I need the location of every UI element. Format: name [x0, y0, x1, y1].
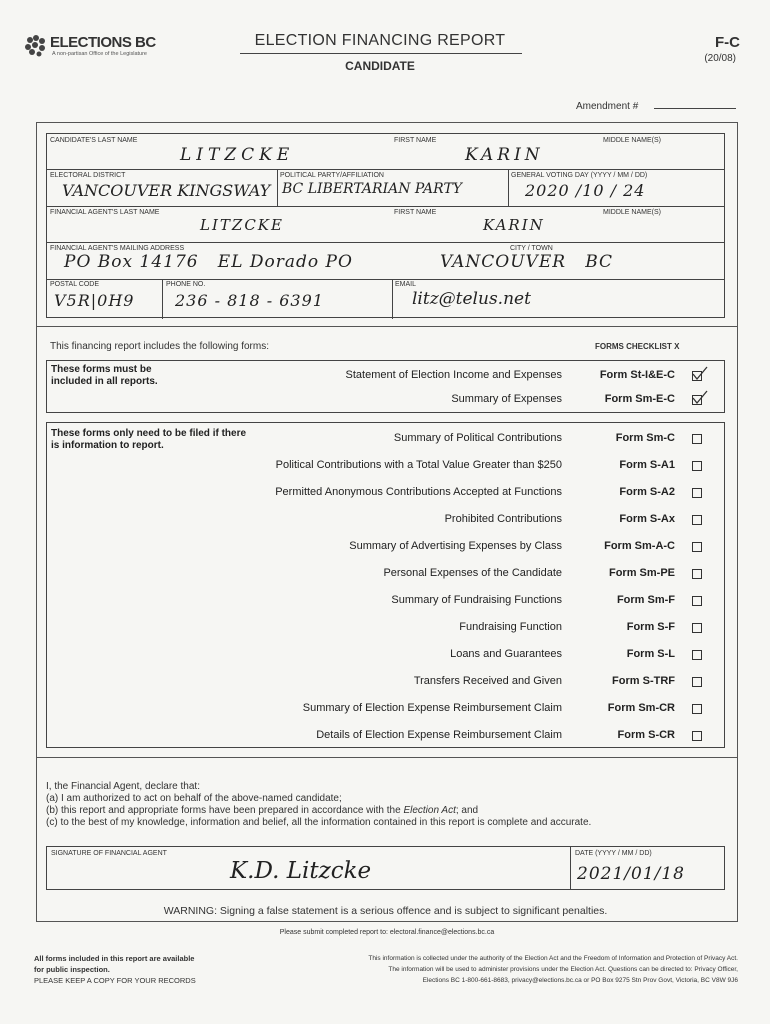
form-checkbox[interactable]	[692, 434, 702, 444]
footer-right	[230, 953, 738, 986]
form-description: Details of Election Expense Reimbursement Claim	[316, 729, 562, 741]
declaration-text	[46, 781, 591, 829]
footer-left-3: PLEASE KEEP A COPY FOR YOUR RECORDS	[34, 976, 196, 985]
email-field[interactable]: litz@telus.net	[412, 289, 531, 309]
footer-right-2: The information will be used to administer provisions under the Election Act. Questions can be directed to: Privacy Officer,	[388, 966, 738, 973]
agent-last-name-field[interactable]: LITZCKE	[200, 216, 284, 234]
electoral-district-label: ELECTORAL DISTRICT	[50, 172, 126, 179]
footer-right-1: This information is collected under the authority of the Election Act and the Freedom of Information and Protection of Privacy Act.	[368, 955, 738, 962]
party-label: POLITICAL PARTY/AFFILIATION	[280, 172, 384, 179]
phone-field[interactable]: 236 - 818 - 6391	[175, 291, 324, 310]
info-grid	[46, 133, 725, 318]
form-checkbox[interactable]	[692, 395, 702, 405]
footer-left-1: All forms included in this report are available	[34, 954, 195, 963]
form-checkbox[interactable]	[692, 704, 702, 714]
form-code: F-C	[715, 34, 740, 51]
form-code: Form S-A2	[619, 486, 675, 498]
agent-first-name-label: FIRST NAME	[394, 209, 437, 216]
form-code: Form Sm-A-C	[604, 540, 675, 552]
form-description: Fundraising Function	[459, 621, 562, 633]
form-description: Summary of Advertising Expenses by Class	[349, 540, 562, 552]
page-subtitle: CANDIDATE	[345, 59, 415, 73]
form-checkbox[interactable]	[692, 596, 702, 606]
form-code: Form Sm-C	[615, 432, 675, 444]
candidate-middle-name-label: MIDDLE NAME(S)	[603, 137, 661, 144]
form-code: Form S-TRF	[612, 675, 675, 687]
footer-left-2: for public inspection.	[34, 965, 110, 974]
city-label: CITY / TOWN	[510, 245, 553, 252]
form-code: Form S-Ax	[619, 513, 675, 525]
declaration-line-3: (c) to the best of my knowledge, information and belief, all the information contained in this report is complete and accurate.	[46, 817, 592, 828]
postal-code-label: POSTAL CODE	[50, 281, 100, 288]
forms-checklist-label: FORMS CHECKLIST X	[595, 342, 680, 351]
form-checkbox[interactable]	[692, 371, 702, 381]
logo	[22, 34, 197, 64]
agent-first-name-field[interactable]: KARIN	[483, 216, 545, 234]
form-checkbox[interactable]	[692, 488, 702, 498]
form-description: Loans and Guarantees	[450, 648, 562, 660]
postal-code-field[interactable]: V5R|0H9	[54, 291, 135, 310]
agent-address-field[interactable]: PO Box 14176 EL Dorado PO	[64, 252, 353, 272]
signature-field[interactable]: K.D. Litzcke	[230, 858, 372, 884]
form-description: Prohibited Contributions	[444, 513, 562, 525]
forms-intro: This financing report includes the following forms:	[50, 341, 269, 352]
email-label: EMAIL	[395, 281, 417, 288]
form-description: Statement of Election Income and Expenses	[345, 369, 562, 381]
phone-label: PHONE NO.	[166, 281, 206, 288]
form-code: Form S-CR	[617, 729, 675, 741]
form-checkbox[interactable]	[692, 650, 702, 660]
form-description: Personal Expenses of the Candidate	[383, 567, 562, 579]
elections-bc-logo-icon	[22, 34, 50, 58]
candidate-last-name-field[interactable]: LITZCKE	[180, 145, 295, 165]
checkmark-icon	[692, 391, 708, 405]
footer-left	[34, 953, 196, 986]
optional-forms-label: These forms only need to be filed if there is information to report.	[51, 428, 247, 451]
required-forms-label: These forms must be included in all reports.	[51, 364, 158, 387]
form-checkbox[interactable]	[692, 731, 702, 741]
form-code: Form St-I&E-C	[599, 369, 675, 381]
checkmark-icon	[692, 367, 708, 381]
logo-tagline: A non-partisan Office of the Legislature	[52, 51, 147, 57]
warning-text: WARNING: Signing a false statement is a serious offence and is subject to significant penalties.	[163, 905, 608, 917]
candidate-first-name-field[interactable]: KARIN	[465, 145, 544, 165]
form-code: Form Sm-PE	[608, 567, 675, 579]
form-description: Summary of Election Expense Reimbursement Claim	[302, 702, 562, 714]
form-checkbox[interactable]	[692, 623, 702, 633]
date-field[interactable]: 2021/01/18	[577, 864, 685, 884]
declaration-line-2: (b) this report and appropriate forms have been prepared in accordance with the Election Act; and	[46, 805, 479, 816]
form-version: (20/08)	[704, 53, 736, 64]
form-checkbox[interactable]	[692, 569, 702, 579]
form-code: Form S-L	[626, 648, 675, 660]
form-code: Form Sm-F	[616, 594, 675, 606]
declaration-line-0: I, the Financial Agent, declare that:	[46, 781, 200, 792]
form-code: Form S-F	[626, 621, 675, 633]
footer-right-3: Elections BC 1-800-661-8683, privacy@elections.bc.ca or PO Box 9275 Stn Prov Govt, Victoria, BC V8W 9J6	[422, 977, 738, 984]
form-checkbox[interactable]	[692, 515, 702, 525]
form-description: Permitted Anonymous Contributions Accepted at Functions	[275, 486, 562, 498]
title-rule	[240, 53, 522, 54]
candidate-first-name-label: FIRST NAME	[394, 137, 437, 144]
form-checkbox[interactable]	[692, 677, 702, 687]
section-divider	[36, 326, 738, 327]
form-description: Summary of Expenses	[451, 393, 562, 405]
form-description: Transfers Received and Given	[413, 675, 562, 687]
agent-last-name-label: FINANCIAL AGENT'S LAST NAME	[50, 209, 160, 216]
section-divider-2	[36, 757, 738, 758]
candidate-last-name-label: CANDIDATE'S LAST NAME	[50, 137, 138, 144]
form-code: Form Sm-E-C	[604, 393, 675, 405]
form-code: Form Sm-CR	[607, 702, 675, 714]
amendment-field[interactable]	[576, 96, 736, 110]
form-description: Political Contributions with a Total Value Greater than $250	[275, 459, 562, 471]
amendment-label: Amendment #	[576, 101, 639, 112]
form-checkbox[interactable]	[692, 461, 702, 471]
submit-text: Please submit completed report to: electoral.finance@elections.bc.ca	[279, 929, 495, 936]
electoral-district-field[interactable]: VANCOUVER KINGSWAY	[62, 181, 271, 200]
form-description: Summary of Fundraising Functions	[391, 594, 562, 606]
agent-address-label: FINANCIAL AGENT'S MAILING ADDRESS	[50, 245, 185, 252]
city-field[interactable]: VANCOUVER BC	[440, 252, 614, 272]
logo-text: ELECTIONS BC	[50, 34, 156, 51]
voting-day-label: GENERAL VOTING DAY (YYYY / MM / DD)	[511, 172, 648, 179]
form-code: Form S-A1	[619, 459, 675, 471]
page-title: ELECTION FINANCING REPORT	[254, 32, 506, 49]
declaration-line-1: (a) I am authorized to act on behalf of the above-named candidate;	[46, 793, 342, 804]
amendment-underline	[654, 108, 736, 109]
voting-day-field[interactable]: 2020 /10 / 24	[525, 181, 646, 200]
form-description: Summary of Political Contributions	[393, 432, 562, 444]
signature-date-divider	[570, 846, 571, 890]
form-checkbox[interactable]	[692, 542, 702, 552]
signature-label: SIGNATURE OF FINANCIAL AGENT	[51, 850, 167, 857]
agent-middle-name-label: MIDDLE NAME(S)	[603, 209, 661, 216]
date-label: DATE (YYYY / MM / DD)	[575, 850, 652, 857]
party-field[interactable]: BC LIBERTARIAN PARTY	[282, 181, 463, 197]
